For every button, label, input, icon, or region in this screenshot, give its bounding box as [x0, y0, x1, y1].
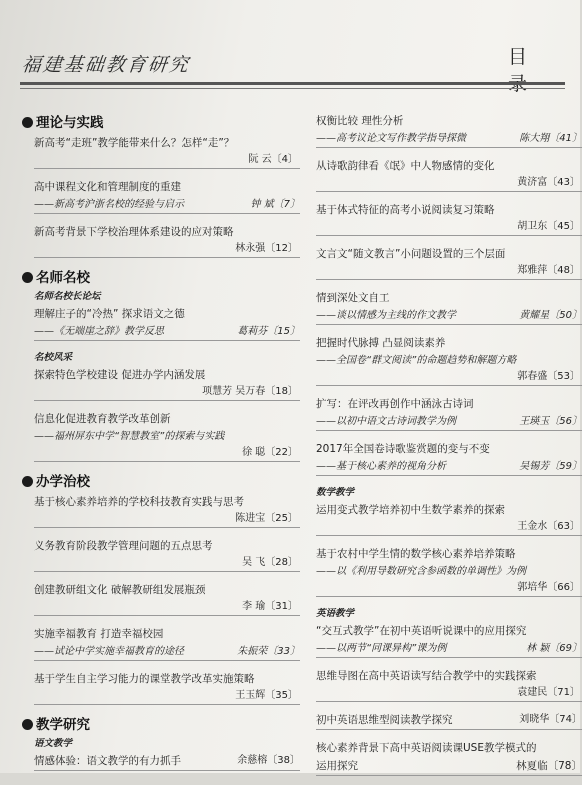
entry-title: 高中课程文化和管理制度的重建	[34, 181, 181, 193]
entry-title: 文言文“随文教言”小问题设置的三个层面	[316, 248, 506, 260]
entry-author-page	[519, 130, 582, 147]
entry-subtitle: ——试论中学实施幸福教育的途径	[34, 646, 184, 657]
toc-entry[interactable]	[304, 201, 582, 236]
entry-page-number: 69	[559, 643, 572, 654]
section-label: 理论与实践	[36, 115, 104, 131]
entry-page-number: 48	[557, 265, 570, 276]
entry-author: 胡卫东	[517, 221, 548, 232]
entry-title-row	[316, 711, 582, 730]
entry-author: 王玉辉	[235, 690, 266, 701]
entry-title: 新高考背景下学校治理体系建设的应对策略	[34, 226, 234, 238]
toc-title: 目	[508, 46, 538, 68]
entry-author-page	[235, 513, 298, 524]
entry-author-page	[242, 447, 298, 458]
entry-subtitle: ——基于核心素养的视角分析	[316, 461, 446, 472]
entry-author-row	[34, 445, 300, 462]
entry-title: 基于核心素养培养的学校科技教育实践与思考	[34, 496, 244, 508]
entry-page-number: 12	[275, 243, 288, 254]
entry-page: 〔18〕	[265, 386, 298, 397]
entry-author-page	[526, 640, 582, 657]
entry-author: 黄耀星	[519, 310, 550, 321]
entry-page-number: 25	[275, 513, 288, 524]
toc-entry[interactable]	[22, 410, 300, 462]
entry-page-number: 56	[559, 416, 572, 427]
entry-author-page	[237, 323, 300, 340]
toc-entry[interactable]	[22, 670, 300, 705]
entry-title: 核心素养背景下高中英语阅读课USE教学模式的	[316, 742, 537, 754]
entry-author-page	[516, 757, 582, 775]
entry-title: 权衡比较 理性分析	[316, 115, 404, 127]
entry-author-page	[242, 557, 298, 568]
entry-subtitle: ——福州屏东中学“智慧教室”的探索与实践	[34, 431, 225, 442]
toc-entry[interactable]	[304, 711, 582, 730]
entry-subtitle: ——以初中语文古诗词教学为例	[316, 416, 456, 427]
entry-page-number: 7	[283, 199, 290, 210]
entry-title: 基于学生自主学习能力的课堂教学改革实施策略	[34, 673, 255, 685]
entry-page-number: 4	[281, 154, 288, 165]
entry-author-row	[316, 369, 582, 386]
entry-page-number: 35	[275, 690, 288, 701]
entry-page-number: 33	[277, 646, 290, 657]
entry-page-number: 50	[559, 310, 572, 321]
journal-brand: 福建基础教育研究	[20, 54, 192, 76]
entry-author: 郑雅萍	[517, 265, 548, 276]
entry-author-page	[202, 386, 298, 397]
entry-title: 义务教育阶段教学管理问题的五点思考	[34, 540, 213, 552]
entry-subtitle-row	[34, 643, 300, 661]
entry-page: 〔41〕	[549, 133, 582, 144]
section-heading	[22, 267, 300, 289]
entry-page: 〔35〕	[265, 690, 298, 701]
subsection-heading: 数学教学	[316, 487, 355, 498]
entry-page-number: 18	[275, 386, 288, 397]
toc-entry[interactable]	[22, 223, 300, 258]
entry-title-row	[34, 752, 300, 771]
entry-page-number: 28	[275, 557, 288, 568]
entry-author-page	[517, 221, 580, 232]
entry-page: 〔38〕	[267, 755, 300, 766]
entry-author-row	[316, 219, 582, 236]
entry-author-page	[248, 154, 298, 165]
entry-page: 〔15〕	[267, 326, 300, 337]
entry-author-page	[242, 601, 298, 612]
entry-author: 葛莉芬	[237, 326, 268, 337]
entry-page-number: 53	[557, 371, 570, 382]
entry-page: 〔12〕	[265, 243, 298, 254]
entry-author-page	[519, 307, 582, 324]
entry-author-page	[237, 643, 300, 660]
entry-page-number: 31	[275, 601, 288, 612]
section-bullet-icon	[22, 476, 33, 487]
entry-author-page	[235, 243, 298, 254]
entry-title-row	[316, 757, 582, 776]
toc-entry[interactable]	[304, 667, 582, 702]
entry-title: 初中英语思维型阅读教学探究	[316, 714, 453, 726]
entry-title: 实施幸福教育 打造幸福校园	[34, 628, 164, 640]
entry-title: 理解庄子的“冷热” 探求语文之德	[34, 308, 185, 320]
entry-subtitle-row	[316, 458, 582, 476]
entry-page: 〔43〕	[547, 177, 580, 188]
entry-title: 情感体验：语文教学的有力抓手	[34, 755, 181, 767]
entry-author: 吴 飞	[242, 557, 266, 568]
toc-entry[interactable]	[304, 501, 582, 536]
entry-title: 新高考“走班”教学能带来什么？怎样“走”？	[34, 137, 235, 149]
toc-entry[interactable]	[22, 537, 300, 572]
entry-page: 〔59〕	[549, 461, 582, 472]
entry-author-page	[517, 582, 580, 593]
entry-page: 〔33〕	[267, 646, 300, 657]
entry-subtitle: ——以两节“同课异构”课为例	[316, 643, 447, 654]
entry-author: 郭春盛	[517, 371, 548, 382]
entry-author: 陈大翔	[519, 133, 550, 144]
entry-title: 思维导图在高中英语读写结合教学中的实践探索	[316, 670, 537, 682]
toc-entry[interactable]	[304, 440, 582, 476]
entry-page-number: 43	[557, 177, 570, 188]
entry-title: 把握时代脉搏 凸显阅读素养	[316, 337, 446, 349]
entry-author: 项慧芳 吴万春	[202, 386, 266, 397]
toc-entry[interactable]	[22, 625, 300, 661]
entry-page: 〔22〕	[265, 447, 298, 458]
entry-title: 探索特色学校建设 促进办学内涵发展	[34, 369, 206, 381]
entry-author-page	[517, 265, 580, 276]
toc-entry[interactable]	[22, 305, 300, 341]
entry-author: 吴锡芳	[519, 461, 550, 472]
toc-entry[interactable]	[304, 622, 582, 658]
section-heading	[22, 112, 300, 134]
entry-author-row	[34, 688, 300, 705]
entry-author-page	[235, 690, 298, 701]
entry-page: 〔25〕	[265, 513, 298, 524]
section-bullet-icon	[22, 272, 33, 283]
toc-entry[interactable]	[304, 289, 582, 325]
toc-entry[interactable]	[22, 178, 300, 214]
entry-author: 林 颖	[526, 643, 550, 654]
entry-author: 袁建民	[517, 687, 548, 698]
entry-author-page	[517, 177, 580, 188]
entry-author: 黄济富	[517, 177, 548, 188]
toc-entry[interactable]	[304, 334, 582, 386]
entry-page: 〔56〕	[549, 416, 582, 427]
entry-page: 〔31〕	[265, 601, 298, 612]
entry-title: 运用变式教学培养初中生数学素养的探索	[316, 504, 505, 516]
toc-entry[interactable]	[304, 739, 582, 776]
entry-author-row	[316, 580, 582, 597]
entry-page-number: 59	[559, 461, 572, 472]
section-bullet-icon	[22, 719, 33, 730]
toc-entry[interactable]	[22, 493, 300, 528]
section-bullet-icon	[22, 117, 33, 128]
toc-entry[interactable]	[304, 395, 582, 431]
entry-subtitle-row	[316, 640, 582, 658]
entry-page-number: 41	[559, 133, 572, 144]
entry-title: 创建教研组文化 破解教研组发展瓶颈	[34, 584, 206, 596]
section-label: 名师名校	[36, 270, 90, 286]
entry-author-page	[250, 196, 300, 213]
entry-author-page	[517, 371, 580, 382]
entry-page: 〔28〕	[265, 557, 298, 568]
entry-subtitle-row	[316, 130, 582, 148]
entry-author-page	[519, 458, 582, 475]
entry-subtitle-row	[316, 413, 582, 431]
toc-entry[interactable]	[304, 112, 582, 148]
toc-column-right	[304, 112, 582, 785]
entry-title: 基于体式特征的高考小说阅读复习策略	[316, 204, 495, 216]
entry-author: 林夏临	[516, 760, 548, 772]
entry-author-page	[519, 413, 582, 430]
subsection-heading: 语文教学	[34, 738, 73, 749]
entry-author: 陈进宝	[235, 513, 266, 524]
section-heading	[22, 471, 300, 493]
section-heading	[22, 714, 300, 736]
subsection-heading: 英语教学	[316, 608, 355, 619]
toc-entry[interactable]	[304, 157, 582, 192]
entry-author: 郭培华	[517, 582, 548, 593]
entry-page: 〔7〕	[273, 199, 300, 210]
entry-author: 刘晓华	[519, 714, 550, 725]
entry-author-row	[316, 519, 582, 536]
header-rule-thin	[20, 88, 565, 89]
toc-entry[interactable]	[22, 581, 300, 616]
entry-page-number: 71	[557, 687, 570, 698]
entry-page: 〔45〕	[547, 221, 580, 232]
page-header	[0, 0, 580, 100]
entry-author: 李 瑜	[242, 601, 266, 612]
entry-title: 基于农村中学生情的数学核心素养培养策略	[316, 548, 516, 560]
entry-title: 扩写：在评改再创作中涵泳古诗词	[316, 398, 474, 410]
entry-author-row	[34, 511, 300, 528]
entry-title: 信息化促进教育教学改革创新	[34, 413, 171, 425]
entry-page-number: 45	[557, 221, 570, 232]
entry-title: 情到深处文自工	[316, 292, 390, 304]
entry-author: 阮 云	[248, 154, 272, 165]
entry-page: 〔48〕	[547, 265, 580, 276]
entry-subtitle: ——全国卷“群文阅读”的命题趋势和解题方略	[316, 355, 517, 366]
entry-author: 王瑛玉	[519, 416, 550, 427]
entry-subtitle: ——谈以情感为主线的作文教学	[316, 310, 456, 321]
entry-author-row	[34, 599, 300, 616]
entry-page: 〔63〕	[547, 521, 580, 532]
entry-page-number: 15	[277, 326, 290, 337]
entry-title-line2: 运用探究	[316, 760, 358, 772]
entry-page: 〔4〕	[271, 154, 298, 165]
entry-author-page	[237, 752, 300, 770]
toc-entry[interactable]	[304, 245, 582, 280]
entry-author: 余慈榕	[237, 755, 268, 766]
entry-page: 〔78〕	[547, 760, 582, 772]
entry-author-page	[517, 521, 580, 532]
toc-entry[interactable]	[22, 134, 300, 169]
entry-page-number: 38	[277, 755, 290, 766]
section-label: 办学治校	[36, 474, 90, 490]
entry-subtitle-row	[316, 307, 582, 325]
toc-entry[interactable]	[22, 752, 300, 771]
entry-author-row	[34, 241, 300, 258]
entry-author: 钟 斌	[250, 199, 274, 210]
entry-author: 朱振荣	[237, 646, 268, 657]
entry-author-row	[34, 152, 300, 169]
entry-author-page	[517, 687, 580, 698]
entry-page-number: 78	[558, 760, 572, 772]
entry-page: 〔50〕	[549, 310, 582, 321]
subsection-heading: 名校风采	[34, 352, 73, 363]
entry-author-row	[316, 685, 582, 702]
entry-page: 〔69〕	[549, 643, 582, 654]
entry-page-number: 22	[275, 447, 288, 458]
entry-author-row	[34, 555, 300, 572]
entry-author-row	[34, 384, 300, 401]
entry-author: 林永强	[235, 243, 266, 254]
entry-author-row	[316, 263, 582, 280]
subsection-heading: 名师名校长论坛	[34, 291, 101, 302]
entry-page: 〔53〕	[547, 371, 580, 382]
entry-subtitle-row	[34, 323, 300, 341]
toc-entry[interactable]	[22, 366, 300, 401]
header-rule	[20, 82, 565, 85]
entry-author: 王金水	[517, 521, 548, 532]
entry-subtitle: ——新高考沪浙名校的经验与启示	[34, 199, 184, 210]
entry-title: 从诗歌韵律看《氓》中人物感情的变化	[316, 160, 495, 172]
entry-page: 〔71〕	[547, 687, 580, 698]
toc-entry[interactable]	[304, 545, 582, 597]
section-label: 教学研究	[36, 717, 90, 733]
entry-subtitle-row	[34, 196, 300, 214]
entry-subtitle: ——《无端崖之辞》教学反思	[34, 326, 164, 337]
entry-page-number: 74	[559, 714, 572, 725]
entry-author-row	[316, 175, 582, 192]
entry-subtitle: ——高考议论文写作教学指导探微	[316, 133, 466, 144]
entry-page: 〔66〕	[547, 582, 580, 593]
entry-page: 〔74〕	[549, 714, 582, 725]
entry-author-page	[519, 711, 582, 729]
entry-subtitle: ——以《利用导数研究含参函数的单调性》为例	[316, 566, 526, 577]
entry-title: “交互式教学”在初中英语听说课中的应用探究	[316, 625, 527, 637]
entry-page-number: 66	[557, 582, 570, 593]
entry-page-number: 63	[557, 521, 570, 532]
entry-author: 徐 聪	[242, 447, 266, 458]
toc-column-left	[22, 112, 300, 780]
entry-title: 2017年全国卷诗歌鉴赏题的变与不变	[316, 443, 490, 455]
